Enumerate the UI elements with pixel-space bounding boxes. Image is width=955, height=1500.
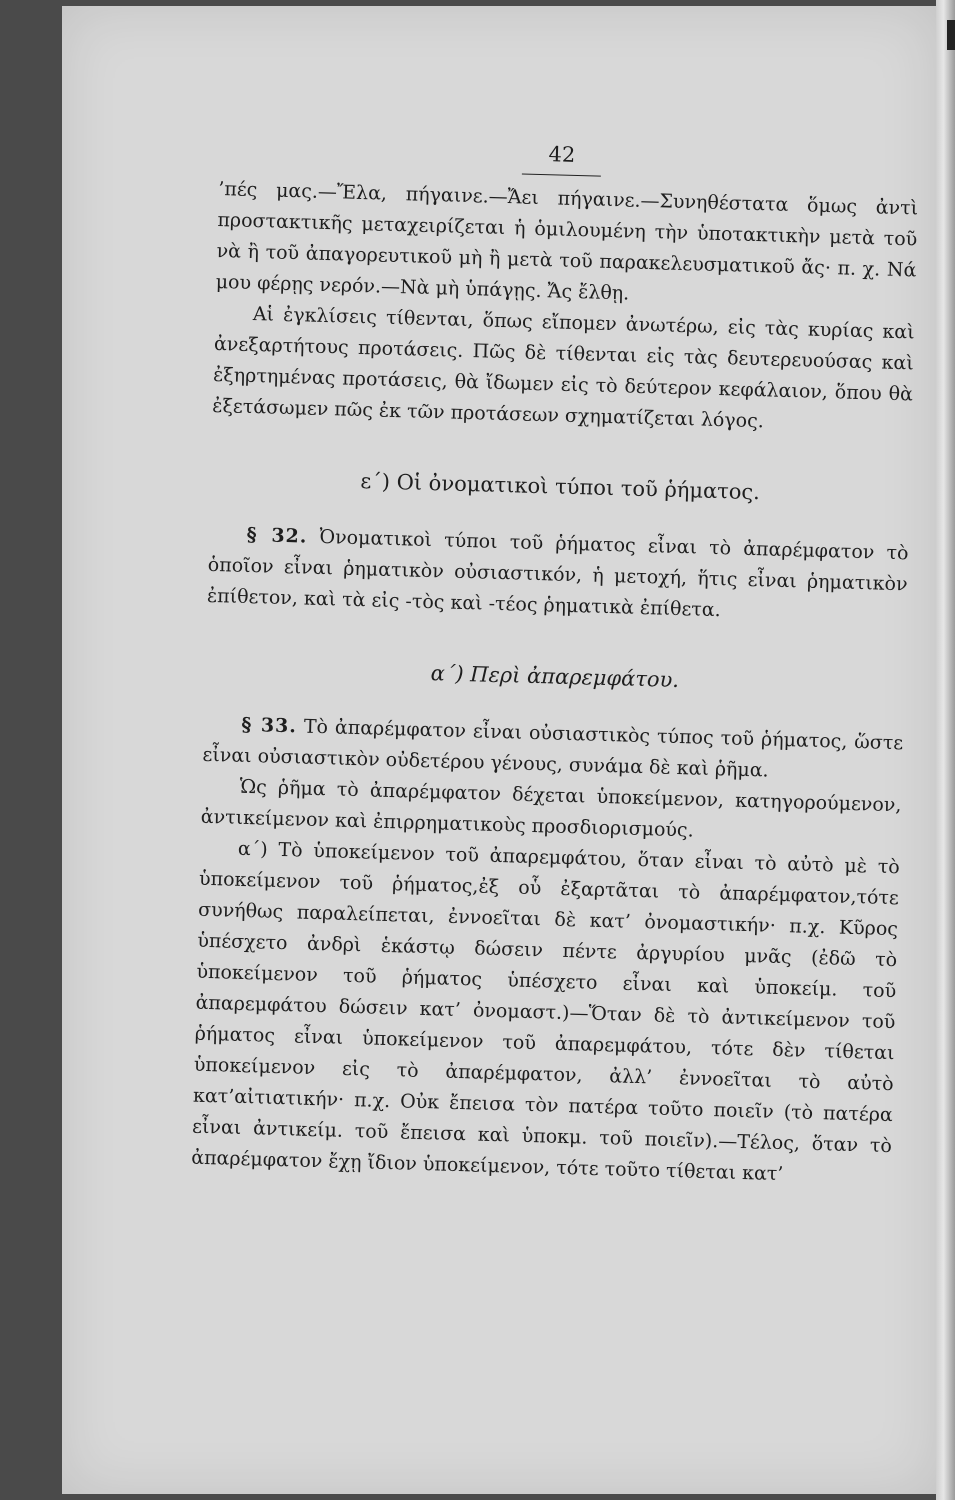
- paragraph-moods: Αἱ ἐγκλίσεις τίθενται, ὅπως εἴπομεν ἀνωτέρω, εἰς τὰς κυρίας καὶ ἀνεξαρτήτους προτάσεις. Πῶς δὲ τίθενται εἰς τὰς δευτερευούσας καὶ ἐξηρτημένας προτάσεις, θὰ ἴδωμεν εἰς τὸ δεύτερον κεφάλαιον, ὅπου θὰ ἐξετάσωμεν πῶς ἐκ τῶν προτάσεων σχηματίζεται λόγος.: [211, 302, 915, 433]
- page-edge: [936, 0, 955, 1500]
- section-32-mark: § 32.: [246, 523, 308, 548]
- page-text: [191, 130, 920, 1193]
- paragraph-infinitive-subject: α΄) Τὸ ὑποκείμενον τοῦ ἀπαρεμφάτου, ὅταν εἶναι τὸ αὐτὸ μὲ τὸ ὑποκείμενον τοῦ ῥήματος,ἐξ οὗ ἐξαρτᾶται τὸ ἀπαρέμφατον,τότε συνήθως παραλείπεται, ἐννοεῖται δὲ κατ’ ὀνομαστικήν· π.χ. Κῦρος ὑπέσχετο ἀνδρὶ ἑκάστῳ δώσειν πέντε ἀργυρίου μνᾶς (ἐδῶ τὸ ὑποκείμενον τοῦ ῥήματος ὑπέσχετο εἶναι καὶ ὑποκείμ. τοῦ ἀπαρεμφάτου δώσειν κατ’ ὀνομαστ.)—Ὅταν δὲ τὸ ἀντικείμενον τοῦ ῥήματος εἶναι ὑποκείμενον τοῦ ἀπαρεμφάτου, τότε δὲν τίθεται ὑποκείμενον εἰς τὸ ἀπαρέμφατον, ἀλλ’ ἐννοεῖται τὸ αὐτὸ κατ’αἰτιατικήν· π.χ. Οὐκ ἔπεισα τὸν πατέρα τοῦτο ποιεῖν (τὸ πατέρα εἶναι ἀντικείμ. τοῦ ἔπεισα καὶ ὑποκμ. τοῦ ποιεῖν).—Τέλος, ὅταν τὸ ἀπαρέμφατον ἔχῃ ἴδιον ὑποκείμενον, τότε τοῦτο τίθεται κατ’: [190, 837, 900, 1186]
- paragraph-infinitive-as-verb: Ὡς ῥῆμα τὸ ἀπαρέμφατον δέχεται ὑποκείμενον, κατηγορούμενον, ἀντικείμενον καὶ ἐπιρρηματικοὺς προσδιορισμούς.: [200, 775, 902, 842]
- section-33-mark: § 33.: [241, 713, 298, 738]
- section-33-text: Τὸ ἀπαρέμφατον εἶναι οὐσιαστικὸς τύπος τοῦ ῥήματος, ὥστε εἶναι οὐσιαστικὸν οὐδετέρου γένους, συνάμα δὲ καὶ ῥῆμα.: [202, 715, 904, 782]
- section-32: [207, 519, 909, 632]
- section-heading-nominal-forms: ε΄) Οἱ ὀνοματικοὶ τύποι τοῦ ῥήματος.: [360, 469, 761, 505]
- paragraph-imperative: ’πές μας.—Ἔλα, πήγαινε.—Ἄει πήγαινε.—Συνηθέστατα ὅμως ἀντὶ προστακτικῆς μεταχειρίζεται ἡ ὁμιλουμένη τὴν ὑποτακτικὴν μετὰ τοῦ νὰ ἢ τοῦ ἀπαγορευτικοῦ μὴ ἢ μετὰ τοῦ παρακελευσματικοῦ ἄς· π. χ. Νά μου φέρῃς νερόν.—Νὰ μὴ ὑπάγῃς. Ἄς ἔλθῃ.: [215, 177, 919, 305]
- page-number-text: 42: [522, 138, 602, 176]
- section-heading-infinitive: α΄) Περὶ ἀπαρεμφάτου.: [430, 661, 680, 693]
- section-32-text: Ὀνοματικοὶ τύποι τοῦ ῥήματος εἶναι τὸ ἀπαρέμφατον τὸ ὁποῖον εἶναι ῥηματικὸν οὐσιαστικόν, ἡ μετοχή, ἥτις εἶναι ῥηματικὸν ἐπίθετον, καὶ τὰ εἰς -τὸς καὶ -τέος ῥηματικὰ ἐπίθετα.: [206, 525, 909, 622]
- page-tab-marker: [947, 20, 955, 50]
